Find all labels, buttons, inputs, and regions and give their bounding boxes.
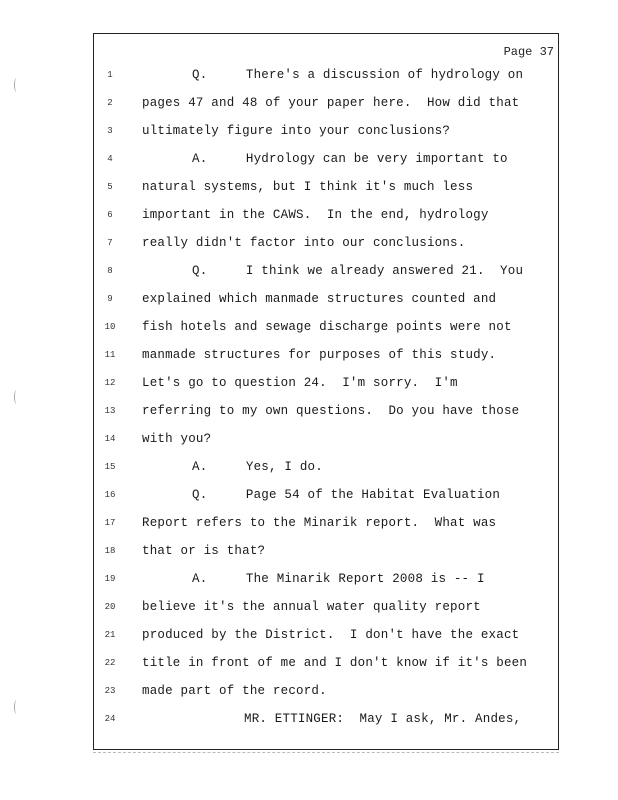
line-text: believe it's the annual water quality report (142, 600, 481, 614)
transcript-line (94, 376, 558, 394)
transcript-line (94, 264, 558, 282)
line-text: Let's go to question 24. I'm sorry. I'm (142, 376, 458, 390)
line-number: 18 (104, 546, 116, 556)
line-text: that or is that? (142, 544, 266, 558)
line-number: 20 (104, 602, 116, 612)
line-text: really didn't factor into our conclusions. (142, 236, 466, 250)
transcript-line (94, 544, 558, 562)
transcript-line (94, 628, 558, 646)
line-number: 4 (107, 154, 113, 164)
line-number: 19 (104, 574, 116, 584)
line-number: 23 (104, 686, 116, 696)
line-text: A. The Minarik Report 2008 is -- I (192, 572, 485, 586)
transcript-line (94, 432, 558, 450)
line-number: 10 (104, 322, 116, 332)
transcript-line (94, 516, 558, 534)
line-text: natural systems, but I think it's much less (142, 180, 474, 194)
transcript-line (94, 600, 558, 618)
transcript-line (94, 96, 558, 114)
transcript-line (94, 320, 558, 338)
line-number: 6 (107, 210, 113, 220)
line-text: title in front of me and I don't know if it's been (142, 656, 528, 670)
transcript-line (94, 712, 558, 730)
transcript-line (94, 236, 558, 254)
line-text: ultimately figure into your conclusions? (142, 124, 451, 138)
line-text: A. Yes, I do. (192, 460, 323, 474)
line-text: Q. There's a discussion of hydrology on (192, 68, 524, 82)
line-text: made part of the record. (142, 684, 327, 698)
line-text: Q. I think we already answered 21. You (192, 264, 524, 278)
line-text: fish hotels and sewage discharge points were not (142, 320, 512, 334)
transcript-line (94, 460, 558, 478)
line-number: 11 (104, 350, 116, 360)
line-text: manmade structures for purposes of this study. (142, 348, 497, 362)
line-number: 12 (104, 378, 116, 388)
line-number: 22 (104, 658, 116, 668)
transcript-line (94, 68, 558, 86)
line-number: 15 (104, 462, 116, 472)
line-number: 3 (107, 126, 113, 136)
transcript-page (93, 33, 559, 750)
line-number: 14 (104, 434, 116, 444)
line-number: 7 (107, 238, 113, 248)
line-text: MR. ETTINGER: May I ask, Mr. Andes, (244, 712, 522, 726)
line-number: 2 (107, 98, 113, 108)
margin-mark-bottom (14, 700, 19, 714)
margin-mark-middle (14, 390, 19, 404)
line-number: 17 (104, 518, 116, 528)
line-text: with you? (142, 432, 212, 446)
transcript-line (94, 180, 558, 198)
line-number: 5 (107, 182, 113, 192)
line-number: 24 (104, 714, 116, 724)
line-number: 1 (107, 70, 113, 80)
margin-mark-top (14, 78, 19, 92)
line-number: 21 (104, 630, 116, 640)
transcript-line (94, 684, 558, 702)
line-number: 8 (107, 266, 113, 276)
transcript-line (94, 488, 558, 506)
transcript-line (94, 404, 558, 422)
line-text: Report refers to the Minarik report. What was (142, 516, 497, 530)
line-text: referring to my own questions. Do you have those (142, 404, 520, 418)
line-text: explained which manmade structures counted and (142, 292, 497, 306)
transcript-line (94, 152, 558, 170)
page-number: Page 37 (503, 45, 554, 59)
line-number: 9 (107, 294, 113, 304)
line-text: Q. Page 54 of the Habitat Evaluation (192, 488, 501, 502)
transcript-line (94, 292, 558, 310)
line-number: 13 (104, 406, 116, 416)
transcript-line (94, 348, 558, 366)
line-text: important in the CAWS. In the end, hydrology (142, 208, 489, 222)
transcript-line (94, 124, 558, 142)
transcript-line (94, 572, 558, 590)
line-text: A. Hydrology can be very important to (192, 152, 508, 166)
line-number: 16 (104, 490, 116, 500)
page-bottom-rule (93, 752, 559, 753)
transcript-line (94, 208, 558, 226)
line-text: produced by the District. I don't have the exact (142, 628, 520, 642)
transcript-line (94, 656, 558, 674)
line-text: pages 47 and 48 of your paper here. How did that (142, 96, 520, 110)
